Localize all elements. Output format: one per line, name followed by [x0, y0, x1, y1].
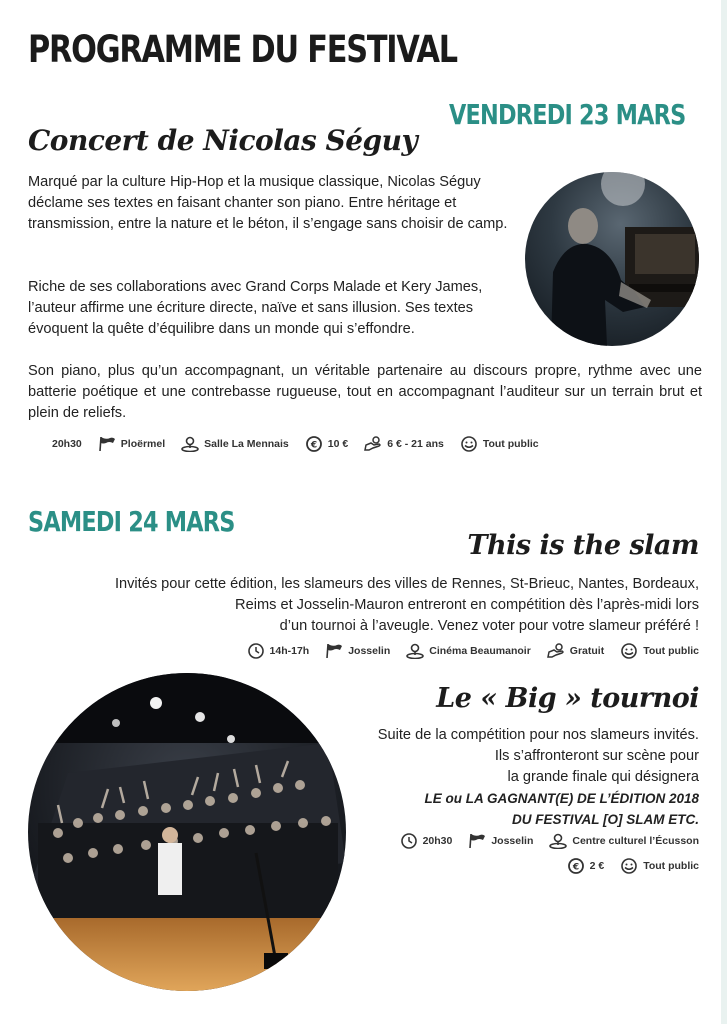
info-time — [400, 833, 453, 849]
concert-audience: Tout public — [482, 438, 539, 450]
clock-icon — [400, 833, 418, 849]
slam-info-row — [247, 643, 699, 659]
concert-time: 20h30 — [52, 438, 82, 450]
smiley-icon — [620, 858, 638, 874]
info-town — [325, 643, 390, 659]
flag-icon — [468, 833, 486, 849]
smiley-icon — [460, 436, 478, 452]
info-audience — [620, 643, 699, 659]
concert-description-2 — [28, 277, 520, 340]
event-title-slam: This is the slam — [467, 530, 699, 561]
info-venue — [549, 833, 699, 849]
hand-coin-icon — [364, 436, 382, 452]
slam-audience: Tout public — [643, 645, 699, 657]
svg-text:€: € — [310, 440, 317, 451]
slam-line-1: Invités pour cette édition, les slameurs des villes de Rennes, St-Brieuc, Nantes, Bordeaux, — [114, 576, 699, 592]
info-town — [98, 436, 165, 452]
smiley-icon — [620, 643, 638, 659]
slam-town: Josselin — [348, 645, 391, 657]
concert-paragraph-2: Riche de ses collaborations avec Grand Corps Malade et Kery James, l’auteur affirme une écriture directe, naïve et sans illusion. Ses textes évoquent la quête d’équilibre dans un monde qui s’effondre. — [28, 279, 483, 337]
tournoi-info-row-1 — [400, 833, 699, 849]
tournoi-winner-line-2: DU FESTIVAL [O] SLAM ETC. — [512, 812, 699, 827]
tournoi-time: 20h30 — [422, 835, 453, 847]
location-icon — [549, 833, 567, 849]
concert-town: Ploërmel — [120, 438, 166, 450]
concert-paragraph-1: Marqué par la culture Hip-Hop et la musique classique, Nicolas Séguy déclame ses textes en faisant chanter son piano. Entre héritage et transmission, entre la nature et le béton, il s’engage sans choisir de camp. — [28, 174, 508, 232]
info-time — [52, 438, 82, 450]
concert-reduced-price: 6 € - 21 ans — [387, 438, 444, 450]
tournoi-line-2: Ils s’affronteront sur scène pour — [494, 748, 699, 764]
slam-venue: Cinéma Beaumanoir — [429, 645, 531, 657]
concert-price: 10 € — [327, 438, 349, 450]
slam-description — [39, 574, 699, 637]
concert-photo — [525, 172, 699, 346]
info-reduced — [364, 436, 444, 452]
info-price — [547, 643, 604, 659]
info-venue — [406, 643, 531, 659]
slam-time: 14h-17h — [269, 645, 310, 657]
page-edge — [721, 0, 727, 1024]
event-title-concert: Concert de Nicolas Séguy — [28, 124, 418, 157]
tournoi-venue: Centre culturel l’Écusson — [572, 835, 699, 847]
concert-description — [28, 172, 518, 235]
clock-icon — [247, 643, 265, 659]
location-icon — [181, 436, 199, 452]
page-title: PROGRAMME DU FESTIVAL — [28, 28, 457, 71]
info-time — [247, 643, 310, 659]
slam-line-3: d’un tournoi à l’aveugle. Venez voter pour votre slameur préféré ! — [279, 618, 699, 634]
tournoi-line-3: la grande finale qui désignera — [507, 769, 699, 785]
euro-coin-icon — [305, 436, 323, 452]
info-town — [468, 833, 533, 849]
concert-paragraph-3: Son piano, plus qu’un accompagnant, un véritable partenaire au discours propre, rythme avec une batterie poétique et une contrebasse rugueuse, tout en accompagnant l’auditeur sur un terrain brut et plein de reliefs. — [28, 363, 702, 421]
svg-text:€: € — [572, 862, 579, 873]
tournoi-info-row-2 — [567, 858, 699, 874]
tournoi-winner-line-1: LE ou LA GAGNANT(E) DE L’ÉDITION 2018 — [424, 791, 699, 806]
info-price — [305, 436, 348, 452]
tournoi-line-1: Suite de la compétition pour nos slameurs invités. — [377, 727, 699, 743]
info-audience — [460, 436, 539, 452]
tournoi-description — [339, 725, 699, 830]
event-title-tournoi: Le « Big » tournoi — [436, 683, 699, 714]
flag-icon — [325, 643, 343, 659]
slam-line-2: Reims et Josselin-Mauron entreront en compétition dès l’après-midi lors — [235, 597, 699, 613]
info-price — [567, 858, 605, 874]
info-venue — [181, 436, 289, 452]
tournoi-audience: Tout public — [643, 860, 699, 872]
tournoi-town: Josselin — [491, 835, 534, 847]
day-heading-friday: VENDREDI 23 MARS — [449, 98, 686, 131]
concert-description-3 — [28, 361, 702, 424]
audience-photo — [28, 673, 346, 991]
tournoi-price: 2 € — [589, 860, 605, 872]
day-heading-saturday: SAMEDI 24 MARS — [28, 505, 235, 538]
location-icon — [406, 643, 424, 659]
flag-icon — [98, 436, 116, 452]
hand-coin-icon — [547, 643, 565, 659]
concert-info-row — [52, 436, 539, 452]
concert-venue: Salle La Mennais — [204, 438, 289, 450]
slam-price: Gratuit — [569, 645, 605, 657]
info-audience — [620, 858, 699, 874]
euro-coin-icon — [567, 858, 585, 874]
